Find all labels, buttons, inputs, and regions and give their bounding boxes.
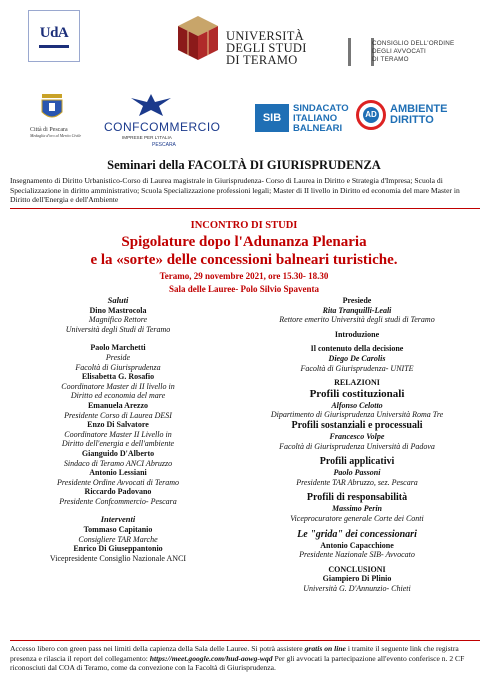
speaker-name: Massimo Perin: [331, 504, 382, 514]
speaker-role: Presidente Corso di Laurea DESI: [64, 410, 172, 420]
speaker-name: Enrico Di Giuseppantonio: [73, 544, 163, 554]
relazioni-heading: RELAZIONI: [334, 378, 380, 388]
speaker-role: Sindaco di Teramo ANCI Abruzzo: [63, 458, 173, 468]
odin-line-1: CONSIGLIO DELL'ORDINE: [372, 40, 455, 47]
section-title: Profili applicativi: [319, 456, 395, 468]
pescara-line-1: Città di Pescara: [30, 127, 68, 133]
event-title-line-1: Spigolature dopo l'Adunanza Plenaria: [121, 234, 367, 250]
teramo-line-3: DI TERAMO: [226, 53, 298, 67]
teramo-university-logo-text: [226, 30, 307, 66]
speaker-name: Paolo Passoni: [333, 468, 381, 478]
speaker-name: Elisabetta G. Rosafio: [81, 372, 155, 382]
speaker-role: Diritto dell'energia e dell'ambiente: [61, 439, 175, 449]
speaker-role: Università G. D'Annunzio- Chieti: [303, 583, 411, 593]
speaker-role: Facoltà di Giurisprudenza Università di Padova: [279, 441, 435, 451]
section-title: Profili costituzionali: [309, 387, 405, 400]
speaker-role: Presidente Ordine Avvocati di Teramo: [56, 477, 180, 487]
speaker-name: Emanuela Arezzo: [87, 400, 149, 410]
confcommercio-subtitle: IMPRESE PER L'ITALIA: [122, 135, 172, 140]
ad-line-1: AMBIENTE: [390, 103, 448, 115]
ordine-avvocati-logo-text: [372, 40, 454, 64]
odin-line-2: DEGLI AVVOCATI: [372, 48, 427, 55]
speaker-role: Presidente TAR Abruzzo, sez. Pescara: [296, 477, 418, 487]
speaker-name: Riccardo Padovano: [84, 487, 152, 497]
divider-top: [10, 208, 480, 209]
confcommercio-logo-text: CONFCOMMERCIO: [104, 120, 221, 134]
teramo-cube-icon: [176, 14, 220, 62]
odin-line-3: DI TERAMO: [372, 56, 409, 63]
teramo-line-1: UNIVERSITÀ: [226, 29, 304, 43]
section-title: Profili sostanziali e processuali: [291, 419, 423, 431]
speaker-name: Antonio Lessiani: [89, 468, 147, 478]
insegnamento-paragraph: Insegnamento di Diritto Urbanistico-Corso di Laurea magistrale in Giurisprudenza- Corso di Laurea in Diritto e Strategia d'Impresa; Scuola di Specializzazione in diritto amministrativo; Scuola Specializzazione professioni legali; Master di II livello in Diritto ed economia del mare Master in Diritto dell'Energia e dell'Ambiente: [10, 176, 460, 205]
sib-line-3: BALNEARI: [293, 123, 343, 134]
ad-badge: AD: [363, 107, 379, 123]
speaker-name: Tommaso Capitanio: [83, 525, 153, 535]
section-title: Il contenuto della decisione: [310, 344, 404, 354]
interventi-heading: Interventi: [100, 514, 136, 525]
right-column: [226, 296, 488, 593]
speaker-name: Gianguido D'Alberto: [81, 448, 155, 458]
uda-logo-text: UdA: [39, 25, 69, 41]
speaker-name: Giampiero Di Plinio: [322, 574, 392, 584]
seminari-heading: Seminari della FACOLTÀ DI GIURISPRUDENZA: [107, 158, 381, 172]
ambiente-diritto-logo-text: [390, 104, 447, 126]
speaker-role: Università degli Studi di Teramo: [65, 324, 171, 334]
sib-line-1: SINDACATO: [293, 103, 349, 114]
footer-text-1: Accesso libero con green pass nei limiti della capienza della Sala delle Lauree. Si potrà assistere: [10, 644, 305, 653]
footer-text-3: Per gli avvocati la partecipazione all'evento conferisce n. 2 CF riconosciuti dal COA di Teramo, come da convezione con la Facoltà di Giurisprudenza.: [10, 653, 465, 673]
footer-text-2: i tramite il seguente link che registra presenza e rilascia il report del collegamento:: [10, 644, 459, 663]
confcommercio-city: PESCARA: [152, 142, 176, 148]
meet-link[interactable]: https://meet.google.com/hud-aowg-wqd: [149, 653, 273, 663]
uda-logo-underline: [39, 45, 69, 48]
speaker-role: Diritto ed economia del mare: [70, 391, 166, 401]
speaker-role: Vicepresidente Consiglio Nazionale ANCI: [49, 553, 187, 563]
ad-line-2: DIRITTO: [390, 114, 434, 126]
speaker-role: Coordinatore Master II Livello in: [64, 429, 172, 439]
conclusioni-heading: CONCLUSIONI: [328, 564, 386, 574]
confcommercio-eagle-icon: [129, 90, 173, 118]
ordine-avvocati-column-icon: [348, 38, 374, 66]
speaker-name: Alfonso Celotto: [331, 400, 383, 410]
speaker-role: Dipartimento di Giurisprudenza Università Roma Tre: [270, 410, 444, 420]
speaker-role: Presidente Nazionale SIB- Avvocato: [299, 550, 415, 560]
speaker-name: Francesco Volpe: [329, 431, 385, 441]
event-title-line-2: e la «sorte» delle concessioni balneari turistiche.: [90, 252, 398, 268]
speaker-role: Presidente Confcommercio- Pescara: [59, 496, 177, 506]
speaker-role: Facoltà di Giurisprudenza: [75, 362, 161, 372]
uda-logo: [28, 10, 80, 62]
divider-bottom: [10, 640, 480, 641]
speaker-role: Facoltà di Giurisprudenza- UNITE: [300, 363, 414, 373]
pescara-logo-text: [30, 127, 81, 139]
incontro-label: INCONTRO DI STUDI: [190, 220, 298, 231]
speaker-name: Dino Mastrocola: [89, 305, 147, 315]
pescara-coat-of-arms-icon: [36, 92, 68, 124]
introduzione-heading: Introduzione: [334, 329, 380, 339]
teramo-line-2: DEGLI STUDI: [226, 41, 307, 55]
presiede-heading: Presiede: [342, 296, 372, 305]
left-column: [18, 296, 218, 563]
pescara-line-2: Medaglia d'oro al Merito Civile: [30, 133, 82, 138]
sib-logo-text: [293, 104, 349, 134]
sib-logo-box: SIB: [255, 104, 289, 132]
event-date: Teramo, 29 novembre 2021, ore 15.30- 18.30: [159, 271, 329, 281]
event-place: Sala delle Lauree- Polo Silvio Spaventa: [168, 284, 320, 294]
gratis-online: gratis on line: [304, 644, 346, 653]
speaker-role: Coordinatore Master di II livello in: [61, 381, 175, 391]
speaker-role: Viceprocuratore generale Corte dei Conti: [290, 513, 424, 523]
speaker-name: Enzo Di Salvatore: [87, 420, 149, 430]
ambiente-diritto-circle-icon: [356, 100, 386, 130]
speaker-role: Magnifico Rettore: [88, 315, 148, 325]
speaker-role: Preside: [105, 352, 131, 362]
saluti-heading: Saluti: [107, 295, 129, 305]
section-title: Profili di responsabilità: [306, 492, 408, 504]
speaker-name: Antonio Capacchione: [320, 540, 394, 550]
speaker-name: Diego De Carolis: [328, 353, 386, 363]
sib-line-2: ITALIANO: [293, 113, 338, 124]
speaker-role: Rettore emerito Università degli studi di Teramo: [279, 315, 435, 325]
section-title: Le "grida" dei concessionari: [297, 528, 417, 540]
speaker-name: Rita Tranquilli-Leali: [322, 305, 392, 315]
speaker-role: Consigliere TAR Marche: [78, 534, 158, 544]
footer-paragraph: [10, 644, 480, 673]
speaker-name: Paolo Marchetti: [90, 343, 146, 353]
